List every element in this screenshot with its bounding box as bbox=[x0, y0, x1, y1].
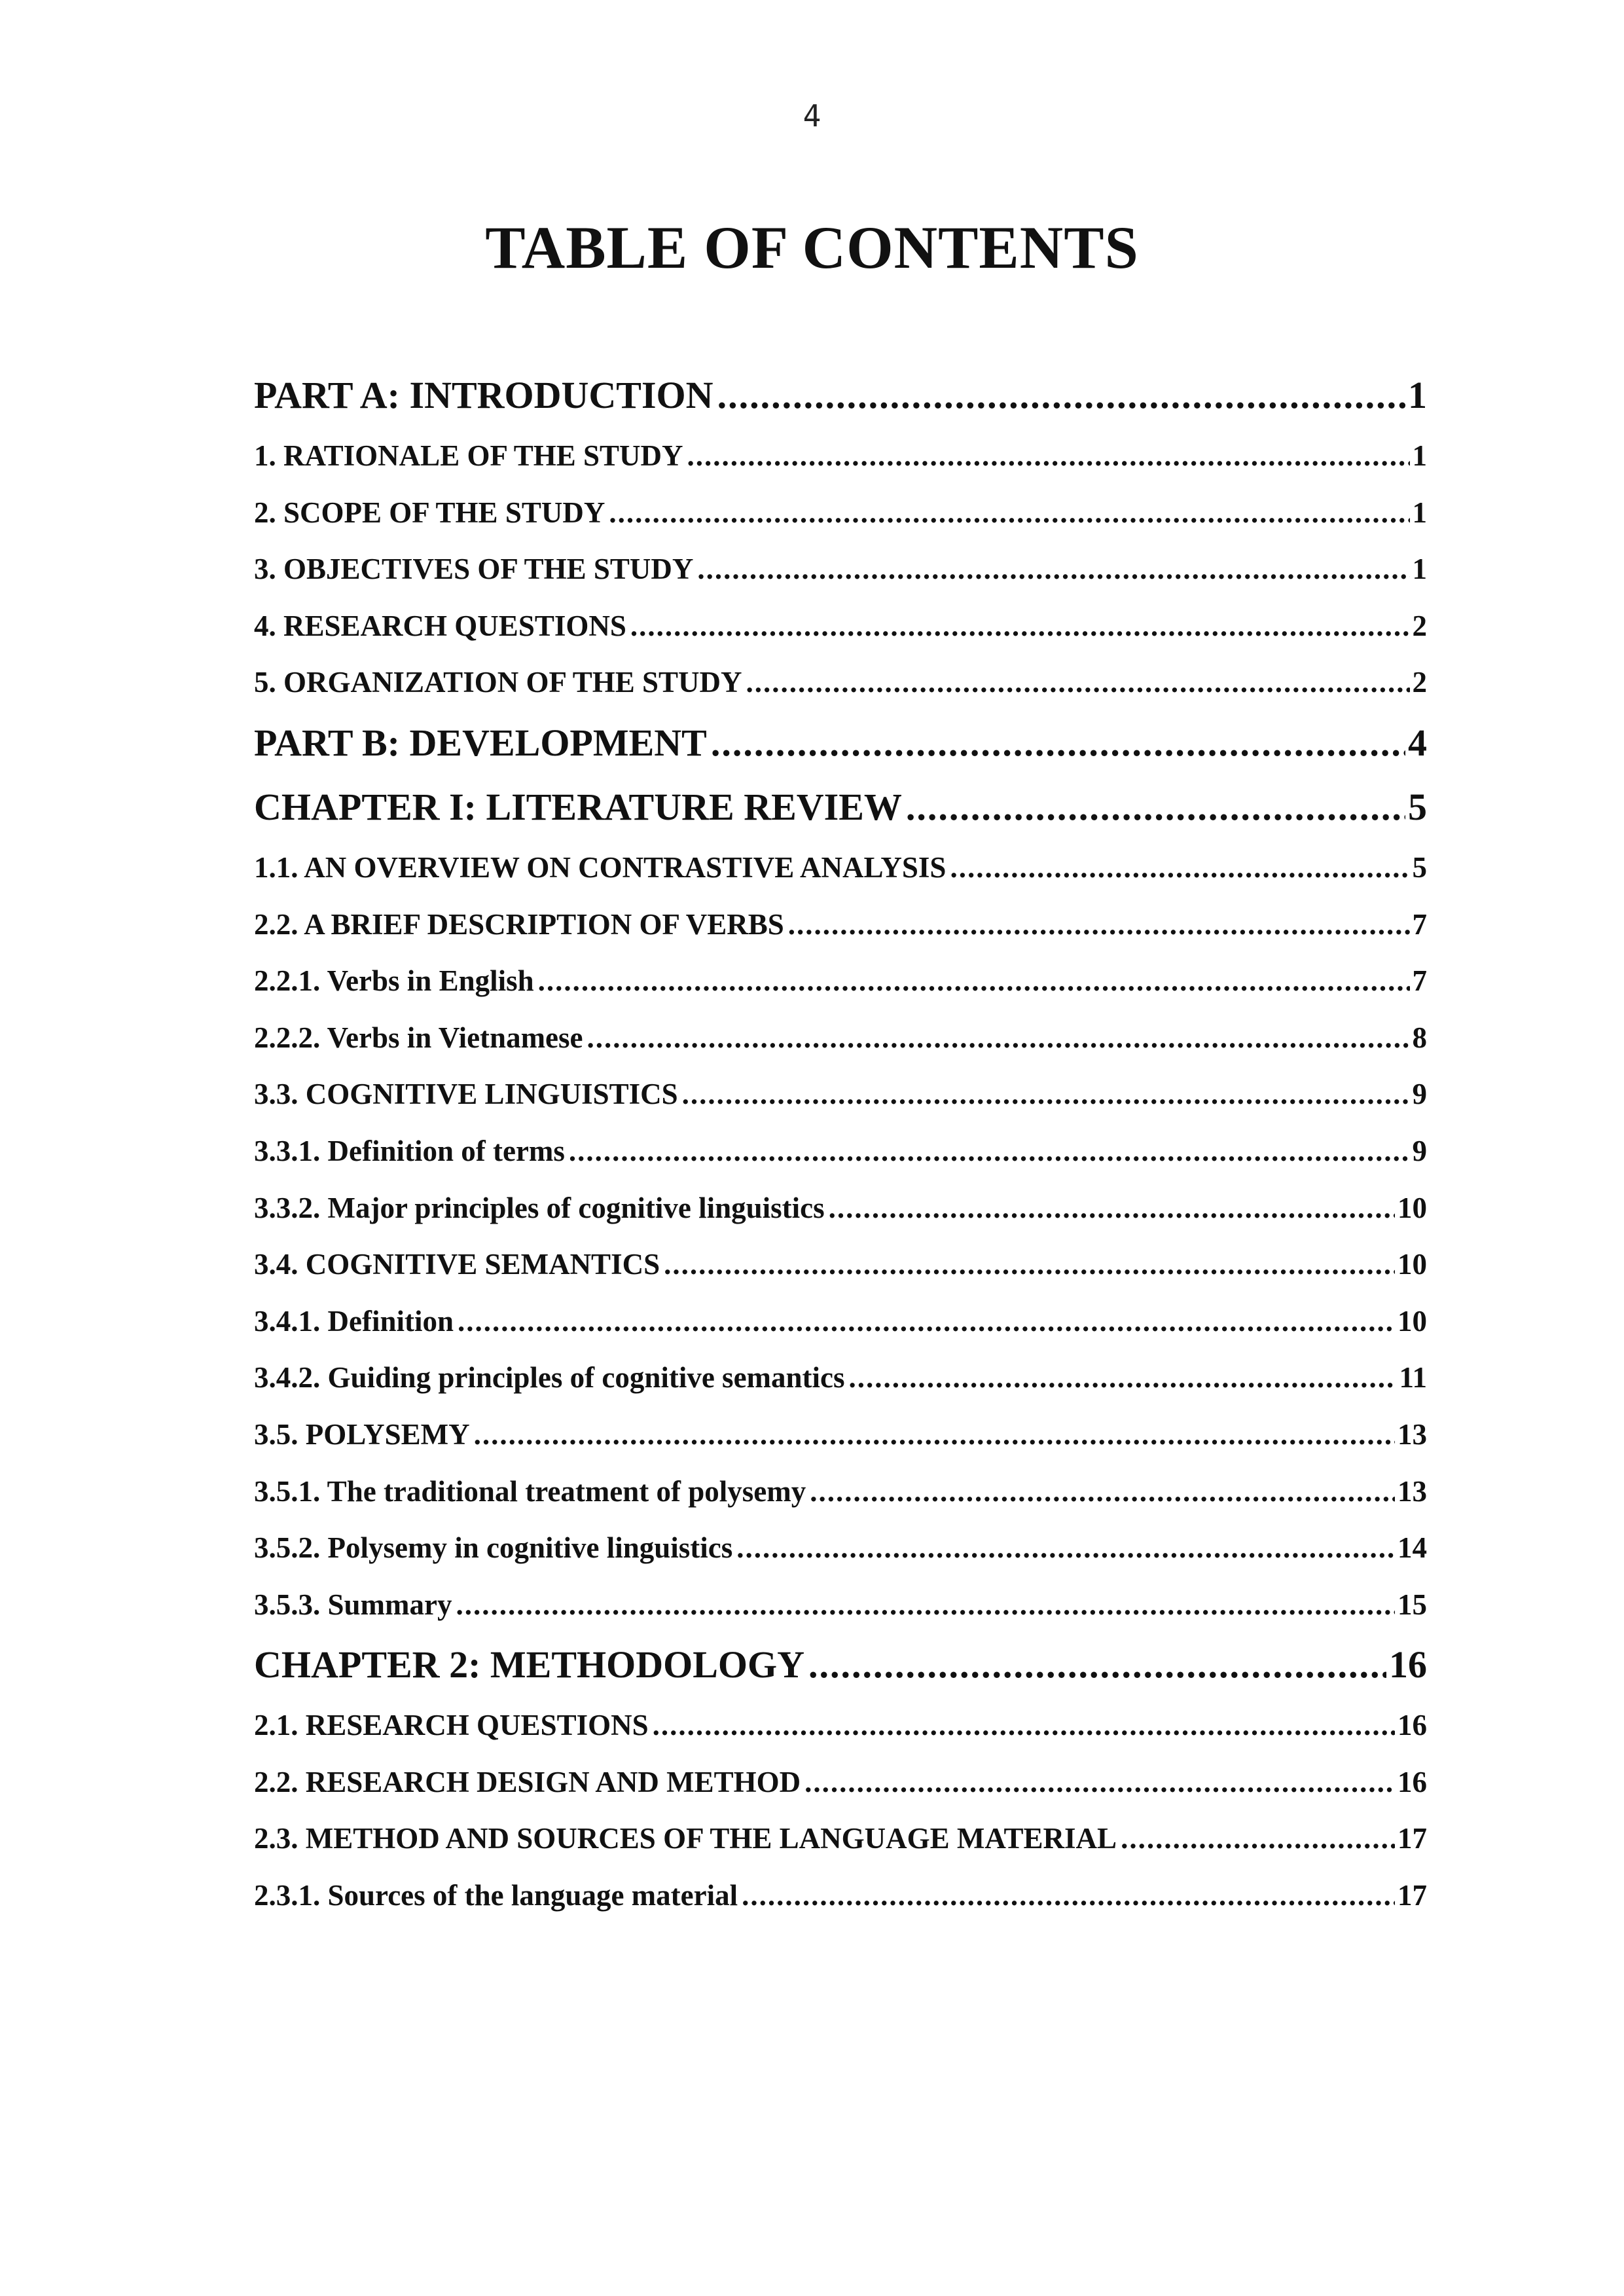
toc-entry-page-number: 13 bbox=[1398, 1474, 1427, 1508]
toc-entry[interactable] bbox=[254, 541, 1427, 598]
toc-entry[interactable] bbox=[254, 1463, 1427, 1520]
toc-entry[interactable] bbox=[254, 1576, 1427, 1633]
toc-entry[interactable] bbox=[254, 896, 1427, 953]
toc-entry-label: 3. OBJECTIVES OF THE STUDY bbox=[254, 553, 694, 586]
toc-entry-page-number: 1 bbox=[1412, 553, 1427, 586]
toc-entry[interactable] bbox=[254, 1520, 1427, 1576]
toc-entry-label: 3.3. COGNITIVE LINGUISTICS bbox=[254, 1078, 678, 1111]
toc-entry-page-number: 2 bbox=[1412, 666, 1427, 699]
toc-dot-leader bbox=[609, 484, 1409, 541]
toc-entry-page-number: 14 bbox=[1398, 1531, 1427, 1565]
toc-entry-label: 3.5.3. Summary bbox=[254, 1588, 452, 1621]
toc-heading-entry[interactable] bbox=[254, 775, 1427, 839]
toc-entry-label: 3.3.2. Major principles of cognitive linguistics bbox=[254, 1191, 825, 1224]
toc-dot-leader bbox=[474, 1406, 1395, 1463]
toc-entry-label: 4. RESEARCH QUESTIONS bbox=[254, 609, 626, 642]
toc-entry-page-number: 7 bbox=[1412, 964, 1427, 998]
toc-entry-page-number: 10 bbox=[1398, 1304, 1427, 1338]
toc-entry[interactable] bbox=[254, 1406, 1427, 1463]
toc-dot-leader bbox=[687, 428, 1410, 484]
toc-entry[interactable] bbox=[254, 654, 1427, 711]
toc-entry-label: 5. ORGANIZATION OF THE STUDY bbox=[254, 666, 742, 699]
toc-entry-page-number: 2 bbox=[1412, 609, 1427, 642]
toc-dot-leader bbox=[569, 1123, 1410, 1180]
toc-dot-leader bbox=[810, 1463, 1395, 1520]
toc-entry-page-number: 9 bbox=[1412, 1134, 1427, 1167]
toc-entry-page-number: 16 bbox=[1389, 1643, 1427, 1686]
toc-dot-leader bbox=[458, 1293, 1395, 1350]
toc-entry[interactable] bbox=[254, 1236, 1427, 1293]
toc-dot-leader bbox=[849, 1349, 1397, 1406]
toc-entry-page-number: 10 bbox=[1398, 1248, 1427, 1281]
toc-entry-page-number: 15 bbox=[1398, 1588, 1427, 1621]
toc-entry[interactable] bbox=[254, 1066, 1427, 1123]
toc-entry-label: CHAPTER 2: METHODOLOGY bbox=[254, 1643, 805, 1686]
toc-dot-leader bbox=[1121, 1810, 1395, 1867]
toc-entry-label: 1. RATIONALE OF THE STUDY bbox=[254, 439, 683, 472]
toc-entry-page-number: 13 bbox=[1398, 1417, 1427, 1451]
toc-entry-label: 3.4.2. Guiding principles of cognitive semantics bbox=[254, 1361, 845, 1394]
toc-entry-label: 2.2.1. Verbs in English bbox=[254, 964, 534, 998]
toc-entry-page-number: 7 bbox=[1412, 907, 1427, 941]
toc-entry-label: 3.4.1. Definition bbox=[254, 1304, 454, 1338]
toc-entry-page-number: 1 bbox=[1412, 496, 1427, 529]
toc-entry-label: 2.1. RESEARCH QUESTIONS bbox=[254, 1709, 649, 1742]
toc-entry-label: 2.3. METHOD AND SOURCES OF THE LANGUAGE MATERIAL bbox=[254, 1822, 1117, 1855]
toc-dot-leader bbox=[746, 654, 1410, 711]
toc-dot-leader bbox=[808, 1633, 1386, 1697]
toc-dot-leader bbox=[587, 1010, 1410, 1066]
toc-entry-page-number: 16 bbox=[1398, 1765, 1427, 1798]
toc-entry-page-number: 17 bbox=[1398, 1822, 1427, 1855]
toc-dot-leader bbox=[736, 1520, 1395, 1576]
toc-dot-leader bbox=[788, 896, 1410, 953]
toc-entry-label: 1.1. AN OVERVIEW ON CONTRASTIVE ANALYSIS bbox=[254, 850, 947, 884]
toc-entry[interactable] bbox=[254, 1810, 1427, 1867]
toc-entry[interactable] bbox=[254, 1867, 1427, 1924]
toc-entry-label: 3.5.1. The traditional treatment of polysemy bbox=[254, 1474, 806, 1508]
toc-entry-label: PART B: DEVELOPMENT bbox=[254, 721, 707, 764]
toc-entry[interactable] bbox=[254, 1123, 1427, 1180]
toc-entry-label: PART A: INTRODUCTION bbox=[254, 374, 713, 416]
toc-entry[interactable] bbox=[254, 598, 1427, 655]
toc-entry[interactable] bbox=[254, 1180, 1427, 1237]
toc-entry-page-number: 17 bbox=[1398, 1879, 1427, 1912]
toc-entry-page-number: 1 bbox=[1412, 439, 1427, 472]
toc-entry-label: 3.5.2. Polysemy in cognitive linguistics bbox=[254, 1531, 733, 1565]
toc-heading-entry[interactable] bbox=[254, 711, 1427, 775]
toc-dot-leader bbox=[456, 1576, 1396, 1633]
toc-entry[interactable] bbox=[254, 1754, 1427, 1811]
toc-entry[interactable] bbox=[254, 428, 1427, 484]
toc-dot-leader bbox=[950, 839, 1409, 896]
toc-entry-label: 3.3.1. Definition of terms bbox=[254, 1134, 565, 1167]
toc-dot-leader bbox=[697, 541, 1409, 598]
toc-entry-page-number: 5 bbox=[1412, 850, 1427, 884]
toc-dot-leader bbox=[630, 598, 1410, 655]
toc-entry-page-number: 8 bbox=[1412, 1021, 1427, 1054]
page-title: TABLE OF CONTENTS bbox=[485, 214, 1139, 281]
toc-entry-label: 2.2. A BRIEF DESCRIPTION OF VERBS bbox=[254, 907, 784, 941]
toc-entry-page-number: 11 bbox=[1399, 1361, 1427, 1394]
page-number: 4 bbox=[803, 98, 821, 134]
toc-entry[interactable] bbox=[254, 1349, 1427, 1406]
toc-entry-page-number: 4 bbox=[1408, 721, 1427, 764]
toc-entry-label: CHAPTER I: LITERATURE REVIEW bbox=[254, 785, 902, 828]
toc-entry-label: 2.2. RESEARCH DESIGN AND METHOD bbox=[254, 1765, 801, 1798]
toc-entry-label: 2. SCOPE OF THE STUDY bbox=[254, 496, 605, 529]
toc-entry-page-number: 16 bbox=[1398, 1709, 1427, 1742]
toc-dot-leader bbox=[906, 775, 1405, 839]
toc-entry-page-number: 9 bbox=[1412, 1078, 1427, 1111]
toc-entry[interactable] bbox=[254, 484, 1427, 541]
toc-entry-label: 3.4. COGNITIVE SEMANTICS bbox=[254, 1248, 660, 1281]
toc-dot-leader bbox=[653, 1697, 1395, 1754]
toc-entry[interactable] bbox=[254, 1010, 1427, 1066]
toc-entry-page-number: 1 bbox=[1408, 374, 1427, 416]
toc-dot-leader bbox=[717, 363, 1405, 428]
toc-entry[interactable] bbox=[254, 839, 1427, 896]
toc-dot-leader bbox=[804, 1754, 1395, 1811]
toc-entry-page-number: 10 bbox=[1398, 1191, 1427, 1224]
toc-entry[interactable] bbox=[254, 1293, 1427, 1350]
toc-dot-leader bbox=[711, 711, 1405, 775]
toc-entry[interactable] bbox=[254, 953, 1427, 1010]
toc-dot-leader bbox=[742, 1867, 1395, 1924]
toc-heading-entry[interactable] bbox=[254, 363, 1427, 428]
toc-dot-leader bbox=[829, 1180, 1395, 1237]
toc-dot-leader bbox=[538, 953, 1410, 1010]
toc-entry-label: 2.2.2. Verbs in Vietnamese bbox=[254, 1021, 583, 1054]
toc-dot-leader bbox=[664, 1236, 1395, 1293]
toc-heading-entry[interactable] bbox=[254, 1633, 1427, 1697]
toc-dot-leader bbox=[682, 1066, 1410, 1123]
toc-entry[interactable] bbox=[254, 1697, 1427, 1754]
toc-list bbox=[254, 363, 1427, 1924]
toc-entry-label: 3.5. POLYSEMY bbox=[254, 1417, 470, 1451]
toc-entry-label: 2.3.1. Sources of the language material bbox=[254, 1879, 738, 1912]
toc-entry-page-number: 5 bbox=[1408, 785, 1427, 828]
